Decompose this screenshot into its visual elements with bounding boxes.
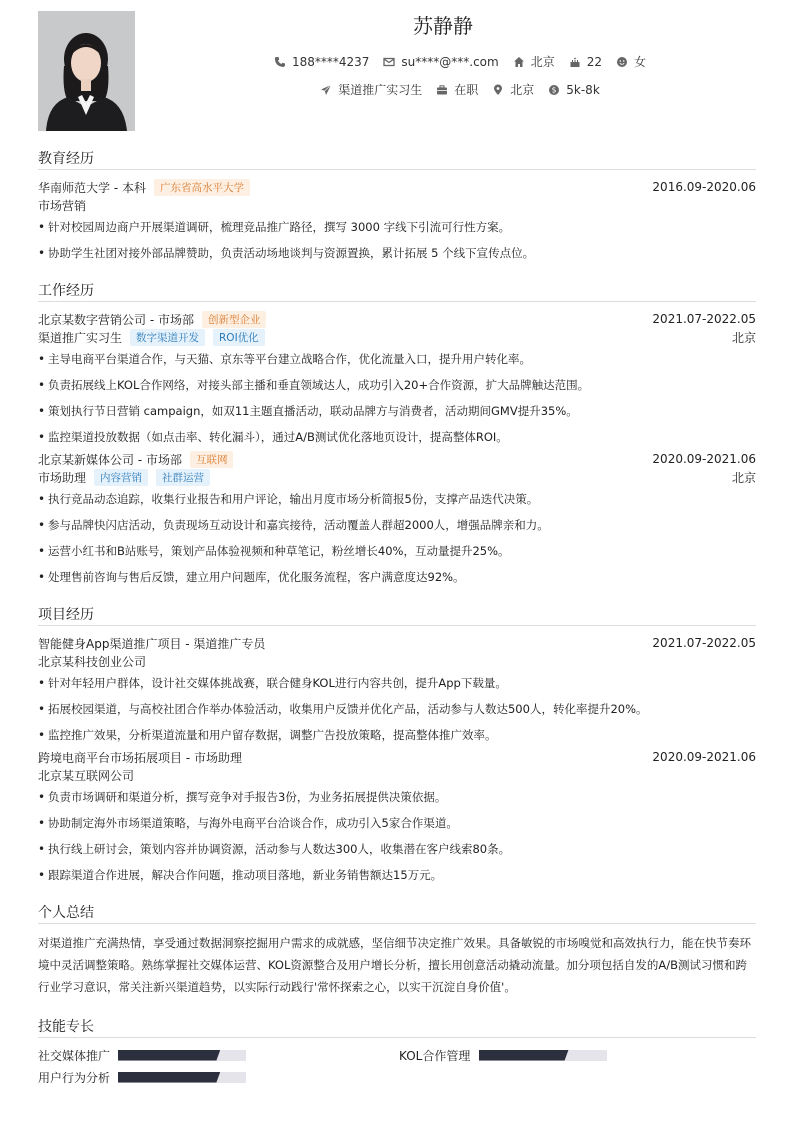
list-item: • 负责拓展线上KOL合作网络，对接头部主播和垂直领域达人，成功引入20+合作资源，扩大品牌触达范围。	[38, 378, 756, 392]
skill-name: 用户行为分析	[38, 1070, 111, 1085]
skill-bar	[479, 1050, 607, 1061]
skills-section	[38, 1016, 756, 1086]
work-section	[38, 280, 756, 590]
home-text: 北京	[530, 55, 555, 69]
summary-title: 个人总结	[38, 902, 756, 924]
projects-title: 项目经历	[38, 604, 756, 626]
project-date: 2021.07-2022.05	[652, 636, 756, 650]
education-date: 2016.09-2020.06	[652, 180, 756, 194]
work-item	[38, 310, 756, 444]
list-item: • 执行线上研讨会，策划内容并协调资源，活动参与人数达300人，收集潜在客户线索80条。	[38, 842, 756, 856]
education-title: 教育经历	[38, 148, 756, 170]
gender-item	[616, 53, 646, 70]
project-name: 跨境电商平台市场拓展项目 - 市场助理	[38, 750, 242, 765]
salary-item	[548, 83, 600, 97]
role-tag: ROI优化	[213, 329, 265, 346]
city-text: 北京	[510, 83, 535, 97]
major-line	[38, 196, 756, 214]
status-text: 在职	[454, 83, 479, 97]
work-bullets	[38, 352, 756, 444]
job-intent-row	[135, 81, 785, 98]
location-icon	[492, 84, 504, 96]
work-date: 2021.07-2022.05	[652, 312, 756, 326]
gender-icon	[616, 56, 628, 68]
list-item: • 针对校园周边商户开展渠道调研，梳理竞品推广路径，撰写 3000 字线下引流可行性方案。	[38, 220, 756, 234]
salary-icon	[548, 84, 560, 96]
role-name: 渠道推广实习生	[38, 330, 123, 345]
salary-text: 5k-8k	[566, 82, 600, 97]
position-text: 渠道推广实习生	[338, 83, 423, 97]
skill-item	[399, 1046, 756, 1064]
project-bullets	[38, 676, 756, 742]
email-text: su****@***.com	[401, 54, 499, 69]
list-item: • 运营小红书和B站账号，策划产品体验视频和种草笔记，粉丝增长40%，互动量提升25%。	[38, 544, 756, 558]
skill-item	[38, 1068, 399, 1086]
role-tag: 社群运营	[156, 469, 210, 486]
skill-bar-fill	[118, 1050, 220, 1061]
list-item: • 针对年轻用户群体，设计社交媒体挑战赛，联合健身KOL进行内容共创，提升App下载量。	[38, 676, 756, 690]
project-org: 北京某互联网公司	[38, 768, 135, 783]
skills-grid	[38, 1046, 756, 1086]
list-item: • 协助学生社团对接外部品牌赞助，负责活动场地谈判与资源置换，累计拓展 5 个线下宣传点位。	[38, 246, 756, 260]
position-item	[320, 81, 422, 98]
home-icon	[513, 56, 525, 68]
briefcase-icon	[436, 84, 448, 96]
phone-item	[274, 55, 369, 69]
contact-row	[135, 53, 785, 70]
list-item: • 监控渠道投放数据（如点击率、转化漏斗），通过A/B测试优化落地页设计，提高整体ROI。	[38, 430, 756, 444]
send-icon	[320, 84, 332, 96]
status-item	[436, 81, 478, 98]
education-bullets	[38, 220, 756, 260]
company-name: 北京某数字营销公司 - 市场部	[38, 312, 194, 327]
cake-icon	[569, 56, 581, 68]
phone-icon	[274, 56, 286, 68]
list-item: • 策划执行节日营销 campaign，如双11主题直播活动，联动品牌方与消费者，活动期间GMV提升35%。	[38, 404, 756, 418]
role-tag: 数字渠道开发	[130, 329, 205, 346]
project-org-line	[38, 766, 756, 784]
candidate-name: 苏静静	[413, 14, 473, 38]
mail-icon	[383, 56, 395, 68]
list-item: • 协助制定海外市场渠道策略，与海外电商平台洽谈合作，成功引入5家合作渠道。	[38, 816, 756, 830]
company-tag: 互联网	[190, 451, 234, 468]
role-name: 市场助理	[38, 470, 87, 485]
gender-text: 女	[634, 55, 647, 69]
phone-text: 188****4237	[291, 54, 370, 69]
work-city: 北京	[731, 330, 756, 345]
work-company-line	[38, 450, 756, 468]
company-tag: 创新型企业	[202, 311, 267, 328]
skill-bar	[118, 1072, 246, 1083]
list-item: • 主导电商平台渠道合作，与天猫、京东等平台建立战略合作，优化流量入口，提升用户转化率。	[38, 352, 756, 366]
work-role-line	[38, 468, 756, 486]
project-date: 2020.09-2021.06	[652, 750, 756, 764]
skill-bar-fill	[118, 1072, 220, 1083]
list-item: • 拓展校园渠道，与高校社团合作举办体验活动，收集用户反馈并优化产品，活动参与人数达500人，转化率提升20%。	[38, 702, 756, 716]
skill-name: 社交媒体推广	[38, 1048, 111, 1063]
school-name: 华南师范大学 - 本科	[38, 180, 146, 195]
project-item	[38, 748, 756, 882]
projects-section	[38, 604, 756, 888]
email-item	[383, 55, 498, 69]
city-item	[492, 81, 534, 98]
project-org: 北京某科技创业公司	[38, 654, 147, 669]
project-name: 智能健身App渠道推广项目 - 渠道推广专员	[38, 636, 266, 651]
project-bullets	[38, 790, 756, 882]
project-name-line	[38, 748, 756, 766]
school-tag: 广东省高水平大学	[154, 179, 250, 196]
project-org-line	[38, 652, 756, 670]
role-tag: 内容营销	[94, 469, 148, 486]
work-item	[38, 450, 756, 584]
work-title: 工作经历	[38, 280, 756, 302]
project-item	[38, 634, 756, 742]
work-city: 北京	[731, 470, 756, 485]
skill-name: KOL合作管理	[399, 1048, 471, 1063]
work-bullets	[38, 492, 756, 584]
list-item: • 跟踪渠道合作进展，解决合作问题，推动项目落地，新业务销售额达15万元。	[38, 868, 756, 882]
age-text: 22	[586, 54, 603, 69]
list-item: • 参与品牌快闪店活动，负责现场互动设计和嘉宾接待，活动覆盖人群超2000人，增强品牌亲和力。	[38, 518, 756, 532]
skill-bar-fill	[479, 1050, 569, 1061]
company-name: 北京某新媒体公司 - 市场部	[38, 452, 182, 467]
work-role-line	[38, 328, 756, 346]
summary-text: 对渠道推广充满热情，享受通过数据洞察挖掘用户需求的成就感，坚信细节决定推广效果。具备敏锐的市场嗅觉和高效执行力，能在快节奏环境中灵活调整策略。熟练掌握社交媒体运营、KOL资源整合及用户增长分析，擅长用创意活动撬动流量。加分项包括自发的A/B测试习惯和跨行业学习意识，常关注新兴渠道趋势，以实际行动践行'常怀探索之心，以实干沉淀自身价值'。	[38, 936, 751, 994]
list-item: • 监控推广效果，分析渠道流量和用户留存数据，调整广告投放策略，提高整体推广效率。	[38, 728, 756, 742]
skills-title: 技能专长	[38, 1016, 756, 1038]
list-item: • 负责市场调研和渠道分析，撰写竞争对手报告3份，为业务拓展提供决策依据。	[38, 790, 756, 804]
list-item: • 执行竞品动态追踪，收集行业报告和用户评论，输出月度市场分析简报5份，支撑产品迭代决策。	[38, 492, 756, 506]
project-name-line	[38, 634, 756, 652]
summary-section	[38, 902, 756, 998]
home-item	[513, 53, 555, 70]
education-section	[38, 148, 756, 266]
skill-bar	[118, 1050, 246, 1061]
list-item: • 处理售前咨询与售后反馈，建立用户问题库，优化服务流程，客户满意度达92%。	[38, 570, 756, 584]
skill-item	[38, 1046, 399, 1064]
svg-text:$: $	[551, 85, 557, 95]
education-header	[38, 178, 756, 196]
work-date: 2020.09-2021.06	[652, 452, 756, 466]
major-name: 市场营销	[38, 198, 87, 213]
age-item	[569, 55, 602, 69]
work-company-line	[38, 310, 756, 328]
